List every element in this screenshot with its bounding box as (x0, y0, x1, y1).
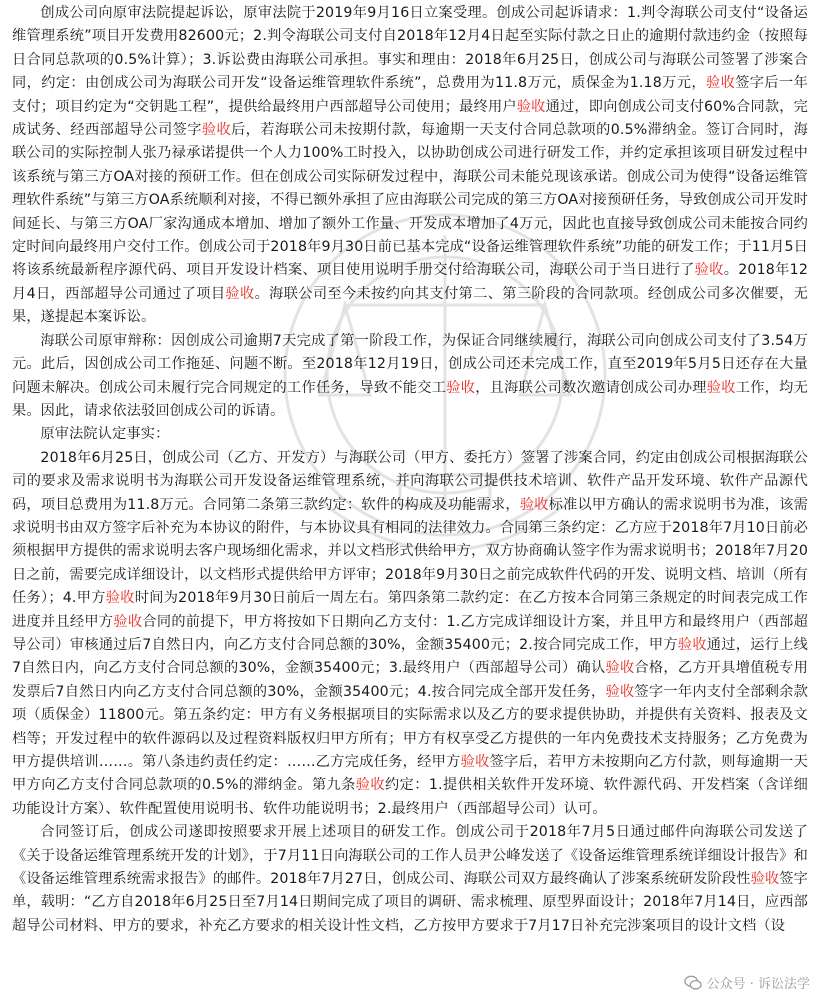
keyword-highlight: 验收 (201, 122, 232, 139)
paragraph-plaintiff-claim: 创成公司向原审法院提起诉讼，原审法院于2019年9月16日立案受理。创成公司起诉请求：1.判令海联公司支付“设备运维管理系统”项目开发费用82600元；2.判令海联公司支付自2018年12月4日起至实际付款之日止的逾期付款违约金（按照每日合同总款项的0.5%计算）；3.诉讼费由海联公司承担。事实和理由：2018年6月25日，创成公司与海联公司签署了涉案合同，约定：由创成公司为海联公司开发“设备运维管理软件系统”，总费用为11.8万元，质保金为1.18万元，验收签字后一年支付；项目约定为“交钥匙工程”，提供给最终用户西部超导公司使用；最终用户验收通过，即向创成公司支付60%合同款，完成试务、经西部超导公司签字验收后，若海联公司未按期付款，每逾期一天支付合同总款项的0.5%滞纳金。签订合同时，海联公司的实际控制人张乃禄承诺提供一个人力100%工时投入，以协助创成公司进行研发工作，并约定承担该项目研发过程中该系统与第三方OA对接的预研工作。但在创成公司实际研发过程中，海联公司未能兑现该承诺。创成公司为使得“设备运维管理软件系统”与第三方OA系统顺利对接，不得已额外承担了应由海联公司完成的第三方OA对接预研任务，导致创成公司开发时间延长、与第三方OA厂家沟通成本增加、增加了额外工作量、开发成本增加了4万元，因此也直接导致创成公司未能按合同约定时间向最终用户交付工作。创成公司于2018年9月30日前已基本完成“设备运维管理软件系统”功能的研发工作；于11月5日将该系统最新程序源代码、项目开发设计档案、项目使用说明手册交付给海联公司，海联公司于当日进行了验收。2018年12月4日，西部超导公司通过了项目验收。海联公司至今未按约向其支付第二、第三阶段的合同款项。经创成公司多次催要，无果，遂提起本案诉讼。 (12, 5, 809, 326)
keyword-highlight: 验收 (705, 75, 736, 92)
keyword-highlight: 验收 (460, 754, 490, 770)
wechat-icon (684, 974, 702, 992)
keyword-highlight: 验收 (105, 590, 135, 607)
watermark-text: 公众号 · 诉讼法学 (706, 977, 810, 992)
keyword-highlight: 验收 (677, 636, 707, 653)
keyword-highlight: 验收 (605, 683, 635, 700)
keyword-highlight: 验收 (446, 379, 476, 396)
source-watermark (680, 971, 814, 994)
paragraph-defendant-defense: 海联公司原审辩称：因创成公司逾期7天完成了第一阶段工作，为保证合同继续履行，海联公司向创成公司支付了3.54万元。此后，因创成公司工作拖延、问题不断。至2018年12月19日，创成公司还未完成工作，直至2019年5月5日还存在大量问题未解决。创成公司未履行完合同规定的工作任务，导致不能交工验收，且海联公司数次邀请创成公司办理验收工作，均无果。因此，请求依法驳回创成公司的诉请。 (12, 332, 808, 419)
keyword-highlight: 验收 (750, 871, 780, 888)
keyword-highlight: 验收 (605, 660, 635, 677)
judgment-text (12, 0, 808, 938)
keyword-highlight: 验收 (694, 262, 724, 279)
keyword-highlight: 验收 (516, 98, 546, 115)
keyword-highlight: 验收 (706, 379, 736, 396)
paragraph-performance: 合同签订后，创成公司遂即按照要求开展上述项目的研发工作。创成公司于2018年7月5日通过邮件向海联公司发送了《关于设备运维管理系统开发的计划》，于7月11日向海联公司的工作人员尹公峰发送了《设备运维管理系统详细设计报告》和《设备运维管理系统需求报告》的邮件。2018年7月27日，创成公司、海联公司双方最终确认了涉案系统研发阶段性验收签字单，载明：“乙方自2018年6月25日至7月14日期间完成了项目的调研、需求梳理、原型界面设计；2018年7月14日，应西部超导公司材料、甲方的要求，补充乙方要求的相关设计性文档，乙方按甲方要求于7月17日补充完涉案项目的设计文档（设 (12, 824, 808, 934)
keyword-highlight: 验收 (113, 613, 143, 630)
keyword-highlight: 验收 (225, 285, 255, 302)
paragraph-facts-heading: 原审法院认定事实： (40, 426, 170, 443)
paragraph-contract-terms: 2018年6月25日，创成公司（乙方、开发方）与海联公司（甲方、委托方）签署了涉案合同，约定由创成公司根据海联公司的要求及需求说明书为海联公司开发设备运维管理系统，并向海联公司提供技术培训、软件产品开发环境、软件产品源代码，项目总费用为11.8万元。合同第二条第三款约定：软件的构成及功能需求，验收标准以甲方确认的需求说明书为准，该需求说明书由双方签字后补充为本协议的附件，与本协议具有相同的法律效力。合同第三条约定：乙方应于2018年7月10日前必须根据甲方提供的需求说明去客户现场细化需求，并以文档形式供给甲方，双方协商确认签字作为需求说明书；2018年7月20日之前，需要完成详细设计，以文档形式提供给甲方评审；2018年9月30日之前完成软件代码的开发、说明文档、培训（所有任务）；4.甲方验收时间为2018年9月30日前后一周左右。第四条第二款约定：在乙方按本合同第三条规定的时间表完成工作进度并且经甲方验收合同的前提下，甲方将按如下日期向乙方支付：1.乙方完成详细设计方案，并且甲方和最终用户（西部超导公司）审核通过后7自然日内，向乙方支付合同总额的30%，金额35400元；2.按合同完成工作，甲方验收通过，运行上线7自然日内，向乙方支付合同总额的30%，金额35400元；3.最终用户（西部超导公司）确认验收合格，乙方开具增值税专用发票后7自然日内向乙方支付合同总额的30%，金额35400元；4.按合同完成全部开发任务，验收签字一年内支付全部剩余款项（质保金）11800元。第五条约定：甲方有义务根据项目的实际需求以及乙方的要求提供协助，并提供有关资料、报表及文档等；开发过程中的软件源码以及过程资料版权归甲方所有；甲方有权享受乙方提供的一年内免费技术支持服务；乙方免费为甲方提供培训……。第八条违约责任约定：……乙方完成任务，经甲方验收签字后，若甲方未按期向乙方付款，则每逾期一天甲方向乙方支付合同总款项的0.5%的滞纳金。第九条验收约定：1.提供相关软件开发环境、软件源代码、开发档案（含详细功能设计方案）、软件配置使用说明书、软件功能说明书；2.最终用户（西部超导公司）认可。 (12, 449, 808, 817)
keyword-highlight: 验收 (519, 496, 549, 513)
keyword-highlight: 验收 (355, 777, 386, 794)
